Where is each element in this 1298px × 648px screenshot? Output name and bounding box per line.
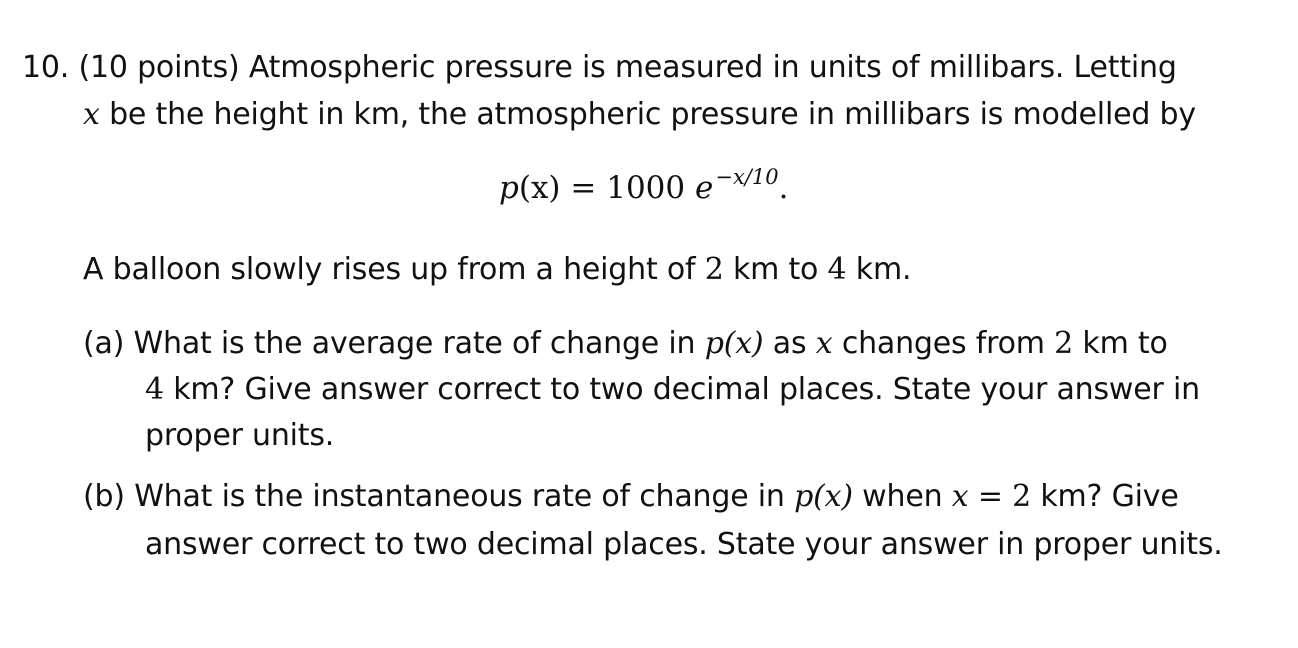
part-b-text-3: km? Give: [1040, 479, 1179, 514]
part-a-text-1: What is the average rate of change in: [133, 326, 696, 361]
part-a-text-4: km to: [1082, 326, 1168, 361]
equation-argument: (x): [518, 170, 561, 206]
equation-base: e: [695, 170, 714, 206]
part-a-function: p(x): [704, 326, 764, 361]
part-a-height-start: 2: [1054, 326, 1074, 361]
part-b-text-1: What is the instantaneous rate of change in: [134, 479, 785, 514]
variable-x: x: [83, 97, 100, 132]
part-b-label: (b): [83, 479, 125, 514]
part-a-text-5: km? Give answer correct to two decimal places. State your answer in: [173, 372, 1200, 407]
scenario-line: [83, 250, 911, 290]
part-b-height: 2: [1012, 479, 1031, 514]
part-a-label: (a): [83, 326, 125, 361]
part-b-line-2: [145, 525, 1223, 565]
problem-points: (10 points): [78, 50, 240, 85]
scenario-height-end: 4: [827, 252, 847, 287]
scenario-height-start: 2: [704, 252, 724, 287]
part-a-text-2: as: [772, 326, 807, 361]
part-a-line-1: [83, 324, 1168, 364]
equation-coefficient: 1000: [606, 170, 686, 206]
intro-text-2: be the height in km, the atmospheric pressure in millibars is modelled by: [109, 97, 1196, 132]
part-b-equals: =: [977, 479, 1003, 514]
equation-period: .: [778, 170, 789, 206]
part-a-line-2: [145, 370, 1200, 410]
scenario-text-3: km.: [855, 252, 912, 287]
part-a-text-6: proper units.: [145, 418, 335, 453]
problem-number: 10.: [22, 50, 70, 85]
part-a-line-3: [145, 416, 334, 456]
problem-intro-line-2: [83, 95, 1196, 135]
part-a-text-3: changes from: [841, 326, 1045, 361]
pressure-equation: [499, 165, 789, 211]
part-b-function: p(x): [794, 479, 853, 514]
scenario-text-1: A balloon slowly rises up from a height of: [83, 252, 696, 287]
part-b-line-1: [83, 477, 1179, 517]
equation-exponent: −x/10: [715, 165, 779, 189]
part-a-height-end: 4: [145, 372, 164, 407]
part-b-text-4: answer correct to two decimal places. State your answer in proper units.: [145, 527, 1223, 562]
intro-text-1: Atmospheric pressure is measured in units of millibars. Letting: [248, 50, 1177, 85]
part-b-variable: x: [951, 479, 969, 514]
problem-intro-line-1: [22, 48, 1177, 88]
scenario-text-2: km to: [732, 252, 819, 287]
part-a-variable: x: [815, 326, 833, 361]
equation-function: p: [499, 170, 519, 206]
part-b-text-2: when: [862, 479, 943, 514]
equation-equals: =: [570, 170, 597, 206]
